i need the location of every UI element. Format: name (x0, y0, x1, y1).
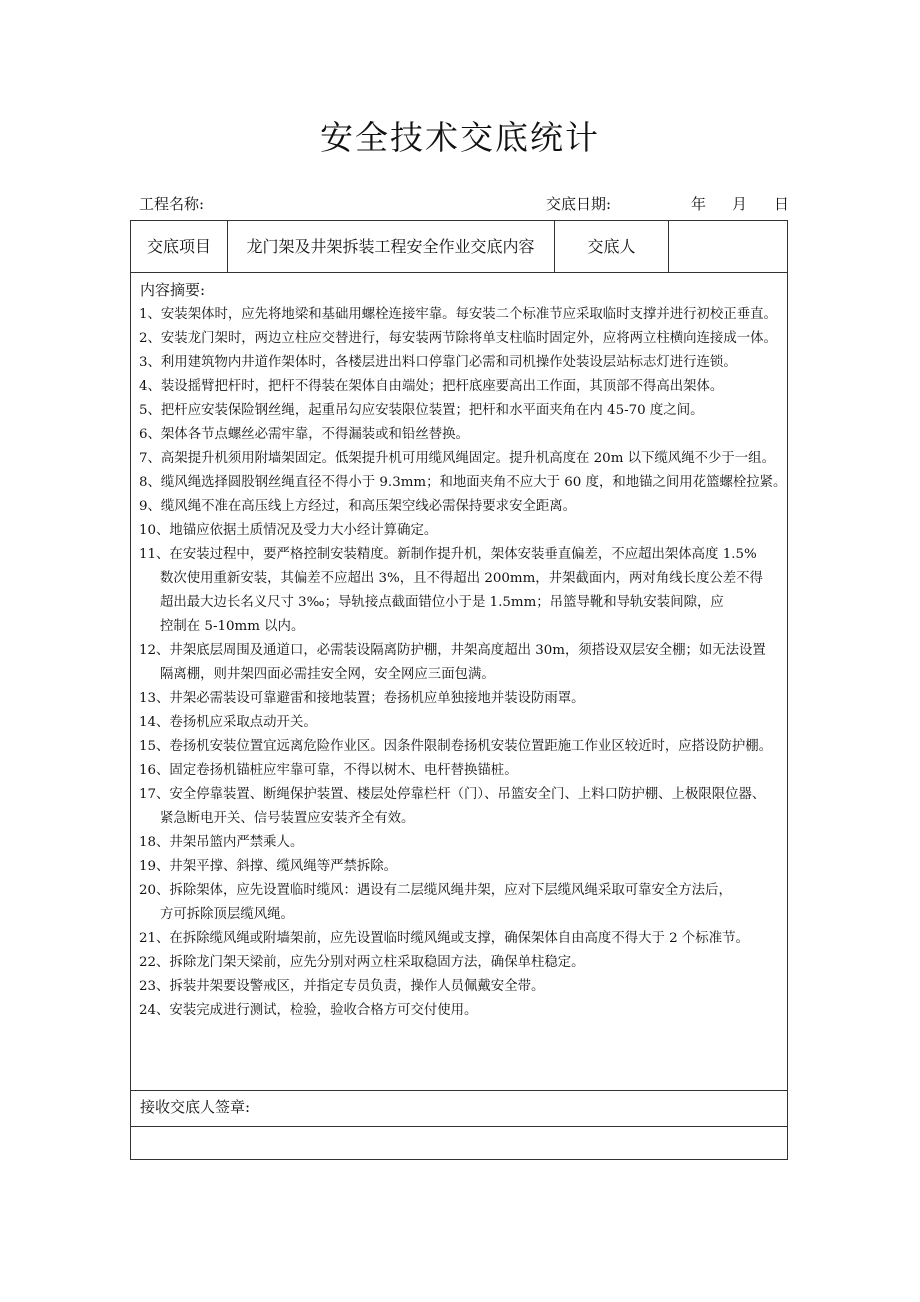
summary-item-continuation: 紧急断电开关、信号装置应安装齐全有效。 (160, 811, 415, 826)
date-day: 日 (774, 195, 790, 213)
summary-item-text: 12、井架底层周围及通道口，必需装设隔离防护棚，井架高度超出 30m，须搭设双层安全棚；如无法设置 (139, 643, 766, 658)
summary-item-text: 14、卷扬机应采取点动开关。 (139, 715, 317, 730)
summary-item-text: 15、卷扬机安装位置宜远离危险作业区。因条件限制卷扬机安装位置距施工作业区较近时，应搭设防护棚。 (139, 739, 773, 754)
summary-item-text: 5、把杆应安装保险钢丝绳，起重吊勾应安装限位装置；把杆和水平面夹角在内 45-70 度之间。 (139, 403, 704, 418)
signature-area[interactable] (131, 1127, 787, 1159)
summary-label: 内容摘要: (140, 281, 206, 299)
summary-item-text: 6、架体各节点螺丝必需牢靠，不得漏装或和铅丝替换。 (139, 427, 469, 442)
summary-item (139, 783, 787, 831)
summary-item-continuation: 隔离棚，则井架四面必需挂安全网，安全网应三面包满。 (160, 667, 495, 682)
summary-item (139, 375, 787, 399)
summary-item (139, 927, 787, 951)
summary-item (139, 303, 787, 327)
summary-item (139, 855, 787, 879)
summary-item-text: 18、井架吊篮内严禁乘人。 (139, 835, 304, 850)
briefing-person-label: 交底人 (587, 237, 636, 256)
summary-item-text: 22、拆除龙门架天梁前，应先分别对两立柱采取稳固方法，确保单柱稳定。 (139, 955, 585, 970)
summary-item-continuation: 超出最大边长名义尺寸 3‰；导轨接点截面错位小于是 1.5mm；吊篮导靴和导轨安装间隙，应 (160, 595, 724, 610)
summary-item (139, 687, 787, 711)
summary-item-text: 10、地锚应依据土质情况及受力大小经计算确定。 (139, 523, 438, 538)
summary-item (139, 759, 787, 783)
summary-item-continuation: 数次使用重新安装，其偏差不应超出 3%，且不得超出 200mm，井架截面内，两对角线长度公差不得 (160, 571, 763, 586)
summary-item (139, 735, 787, 759)
summary-item (139, 399, 787, 423)
summary-item-text: 17、安全停靠装置、断绳保护装置、楼层处停靠栏杆（门）、吊篮安全门、上料口防护棚、上极限限位器、 (139, 787, 766, 802)
date-label: 交底日期: (546, 195, 612, 213)
summary-item (139, 351, 787, 375)
summary-item-text: 4、装设摇臂把杆时，把杆不得装在架体自由端处；把杆底座要高出工作面，其顶部不得高出架体。 (139, 379, 724, 394)
summary-item (139, 327, 787, 351)
summary-item-text: 7、高架提升机须用附墙架固定。低架提升机可用缆风绳固定。提升机高度在 20m 以下缆风绳不少于一组。 (139, 451, 775, 466)
project-name-label: 工程名称: (139, 195, 205, 213)
briefing-form (130, 220, 788, 1160)
page-title: 安全技术交底统计 (320, 118, 600, 157)
summary-item-continuation: 方可拆除顶层缆风绳。 (160, 907, 294, 922)
summary-item-text: 16、固定卷扬机锚桩应牢靠可靠，不得以树木、电杆替换锚桩。 (139, 763, 518, 778)
summary-item-text: 2、安装龙门架时，两边立柱应交替进行，每安装两节除将单支柱临时固定外，应将两立柱横向连接成一体。 (139, 331, 777, 346)
date-year: 年 (691, 195, 707, 213)
briefing-person-value[interactable] (669, 221, 787, 272)
summary-item-text: 21、在拆除缆风绳或附墙架前，应先设置临时缆风绳或支撑，确保架体自由高度不得大于 2 个标准节。 (139, 931, 749, 946)
summary-item-text: 9、缆风绳不准在高压线上方经过，和高压架空线必需保持要求安全距离。 (139, 499, 577, 514)
content-summary (131, 273, 787, 1091)
summary-item (139, 471, 787, 495)
summary-item (139, 543, 787, 639)
summary-items (139, 303, 787, 1023)
summary-item (139, 447, 787, 471)
summary-item (139, 711, 787, 735)
summary-item (139, 975, 787, 999)
summary-item-text: 3、利用建筑物内井道作架体时，各楼层进出料口停靠门必需和司机操作处装设层站标志灯进行连锁。 (139, 355, 737, 370)
summary-item (139, 951, 787, 975)
header-row (131, 221, 787, 273)
summary-item (139, 999, 787, 1023)
date-month: 月 (732, 195, 748, 213)
summary-item (139, 423, 787, 447)
summary-item (139, 879, 787, 927)
summary-item (139, 519, 787, 543)
summary-item (139, 639, 787, 687)
summary-item (139, 831, 787, 855)
summary-item (139, 495, 787, 519)
signature-row (131, 1091, 787, 1127)
summary-item-text: 11、在安装过程中，要严格控制安装精度。新制作提升机，架体安装垂直偏差，不应超出架体高度 1.5% (139, 547, 757, 562)
briefing-item-value: 龙门架及井架拆装工程安全作业交底内容 (246, 237, 535, 256)
summary-item-text: 13、井架必需装设可靠避雷和接地装置；卷扬机应单独接地并装设防雨罩。 (139, 691, 585, 706)
summary-item-text: 23、拆装井架要设警戒区，并指定专员负责，操作人员佩戴安全带。 (139, 979, 545, 994)
summary-item-text: 8、缆风绳选择圆股钢丝绳直径不得小于 9.3mm；和地面夹角不应大于 60 度，和地锚之间用花篮螺栓拉紧。 (139, 475, 787, 490)
signature-label: 接收交底人签章: (140, 1098, 251, 1116)
summary-item-text: 1、安装架体时，应先将地梁和基础用螺栓连接牢靠。每安装二个标准节应采取临时支撑并进行初校正垂直。 (139, 307, 777, 322)
summary-item-text: 20、拆除架体，应先设置临时缆风：遇设有二层缆风绳井架，应对下层缆风绳采取可靠安全方法后， (139, 883, 732, 898)
briefing-item-label: 交底项目 (146, 237, 211, 256)
summary-item-continuation: 控制在 5-10mm 以内。 (160, 619, 305, 634)
summary-item-text: 19、井架平撑、斜撑、缆风绳等严禁拆除。 (139, 859, 398, 874)
summary-item-text: 24、安装完成进行测试，检验，验收合格方可交付使用。 (139, 1003, 478, 1018)
